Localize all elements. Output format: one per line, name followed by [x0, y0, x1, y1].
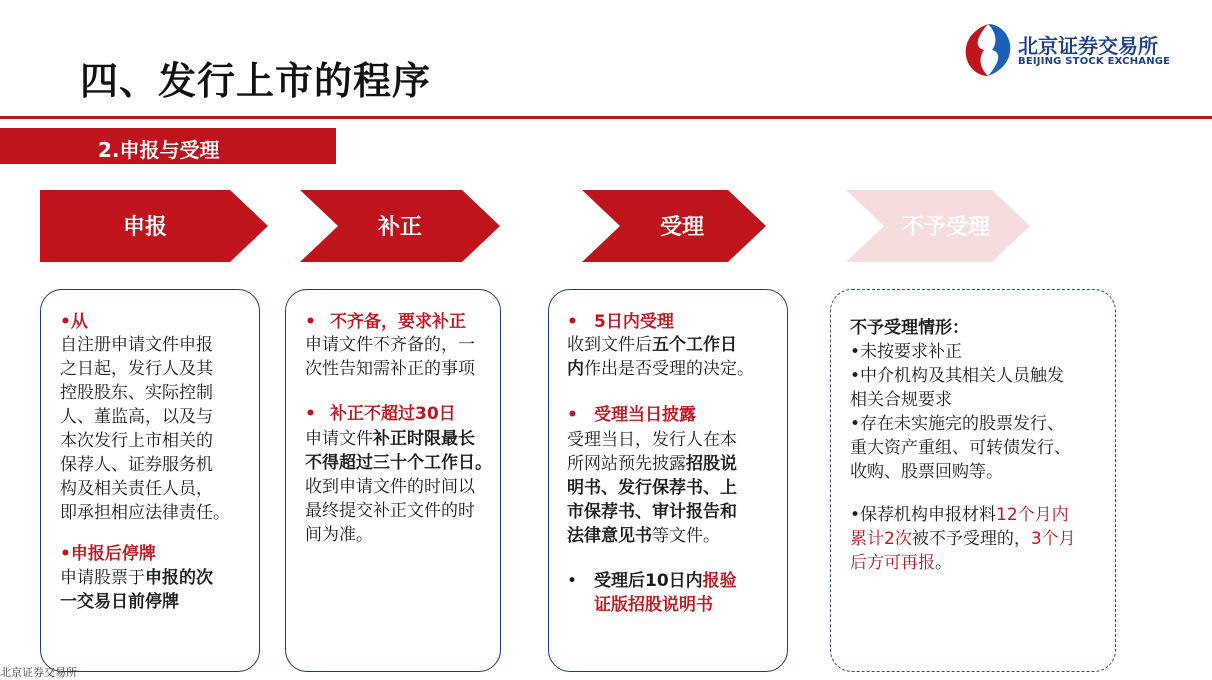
footer-watermark: 北京证券交易所 [0, 666, 77, 679]
card-supplement-line: 不得超过三十个工作日。 [305, 453, 492, 473]
section-title: 2.申报与受理 [98, 138, 220, 162]
text-run: 所网站预先披露 [567, 454, 686, 474]
card-accept-heading-2: 受理当日披露 [594, 405, 696, 425]
card-supplement-line: 最终提交补正文件的时 [305, 501, 475, 521]
section-tag [0, 128, 336, 164]
text-run: 收到文件后 [567, 335, 652, 355]
card-accept-line: 证版招股说明书 [594, 595, 713, 615]
card-supplement [285, 289, 501, 672]
bullet: • [567, 405, 578, 425]
bullet: • [567, 312, 578, 332]
header-divider [0, 116, 1212, 119]
card-accept-line: 明书、发行保荐书、上 [567, 478, 737, 498]
card-accept-line: 受理当日，发行人在本 [567, 430, 737, 450]
card-supplement-line: 间为准。 [305, 525, 373, 545]
card-apply-heading-2: •申报后停牌 [60, 544, 156, 564]
card-accept-line: 市保荐书、审计报告和 [567, 502, 737, 522]
card-reject [830, 289, 1116, 672]
card-supplement-heading-1: 不齐备，要求补正 [330, 312, 466, 332]
text-run: 等文件。 [652, 526, 720, 546]
card-accept-line [567, 359, 754, 379]
step-label: 不予受理 [901, 215, 990, 240]
card-reject-line: •未按要求补正 [850, 342, 963, 362]
card-apply-line: 之日起，发行人及其 [60, 359, 213, 379]
card-accept-line [567, 335, 737, 355]
card-reject-line: 重大资产重组、可转债发行、 [850, 438, 1071, 458]
logo-name-cn: 北京证券交易所 [1018, 34, 1158, 58]
step-arrow-reject [846, 190, 1074, 262]
card-accept-heading-1: 5日内受理 [594, 312, 674, 332]
card-apply-line: 控股股东、实际控制 [60, 383, 213, 403]
card-apply-line: 一交易日前停牌 [60, 592, 179, 612]
card-apply-line: 构及相关责任人员， [60, 479, 213, 499]
card-apply-line [60, 568, 213, 588]
card-supplement-line: 次性告知需补正的事项 [305, 359, 475, 379]
card-reject-line: 相关合规要求 [850, 390, 952, 410]
bullet: • [305, 312, 316, 332]
card-supplement-line: 收到申请文件的时间以 [305, 477, 475, 497]
page-title: 四、发行上市的程序 [80, 59, 432, 103]
text-run-bold: 五个工作日 [652, 335, 737, 355]
card-reject-line: 收购、股票回购等。 [850, 462, 1003, 482]
bullet: • [567, 571, 578, 591]
text-run-bold: 申报的次 [145, 568, 213, 588]
card-reject-line: •中介机构及其相关人员触发 [850, 366, 1065, 386]
text-run: 。 [935, 553, 952, 573]
bse-logo [962, 20, 1192, 80]
card-accept-line [567, 526, 720, 546]
step-arrow-accept [582, 190, 810, 262]
bullet: • [305, 404, 316, 424]
step-label: 受理 [659, 215, 704, 240]
text-run-bold: 受理后10日内 [594, 571, 703, 591]
text-run: 申请文件 [305, 429, 373, 449]
text-run: 作出是否受理的决定。 [584, 359, 754, 379]
text-run-red: 后方可再报 [850, 553, 935, 573]
card-reject-line: •存在未实施完的股票发行、 [850, 414, 1065, 434]
text-run-red: 12个月内 [996, 505, 1069, 525]
text-run-bold: 法律意见书 [567, 526, 652, 546]
text-run-red: 3个月 [1030, 529, 1076, 549]
text-run: 被不予受理的， [911, 529, 1031, 549]
card-reject-line [850, 529, 1076, 549]
card-apply-line: 保荐人、证券服务机 [60, 455, 213, 475]
card-apply-line: 即承担相应法律责任。 [60, 503, 230, 523]
step-label: 补正 [377, 215, 422, 240]
card-reject-line [850, 505, 1069, 525]
text-run: •保荐机构申报材料 [850, 505, 997, 525]
card-apply-heading-1: •从 [60, 312, 88, 332]
step-arrow-supplement [300, 190, 528, 262]
text-run-bold: 补正时限最长 [373, 429, 475, 449]
card-accept-heading-3 [594, 571, 737, 591]
card-supplement-line: 申请文件不齐备的，一 [305, 335, 475, 355]
bse-logo-icon [962, 20, 1014, 80]
text-run-red: 累计2次 [850, 529, 912, 549]
card-supplement-line [305, 429, 475, 449]
text-run-bold: 招股说 [686, 454, 737, 474]
card-reject-line [850, 553, 952, 573]
step-label: 申报 [122, 215, 167, 240]
card-accept [548, 289, 788, 672]
card-supplement-heading-2: 补正不超过30日 [330, 404, 456, 424]
card-accept-line [567, 454, 737, 474]
card-reject-heading: 不予受理情形： [850, 318, 969, 338]
card-apply-line: 本次发行上市相关的 [60, 431, 213, 451]
card-apply [40, 289, 260, 672]
logo-name-en: BEIJING STOCK EXCHANGE [1018, 56, 1171, 67]
text-run-bold: 内 [567, 359, 584, 379]
card-apply-line: 自注册申请文件申报 [60, 335, 213, 355]
card-apply-line: 人、董监高，以及与 [60, 407, 213, 427]
text-run: 申请股票于 [60, 568, 145, 588]
step-arrow-apply [40, 190, 268, 262]
text-run-red: 报验 [702, 571, 737, 591]
